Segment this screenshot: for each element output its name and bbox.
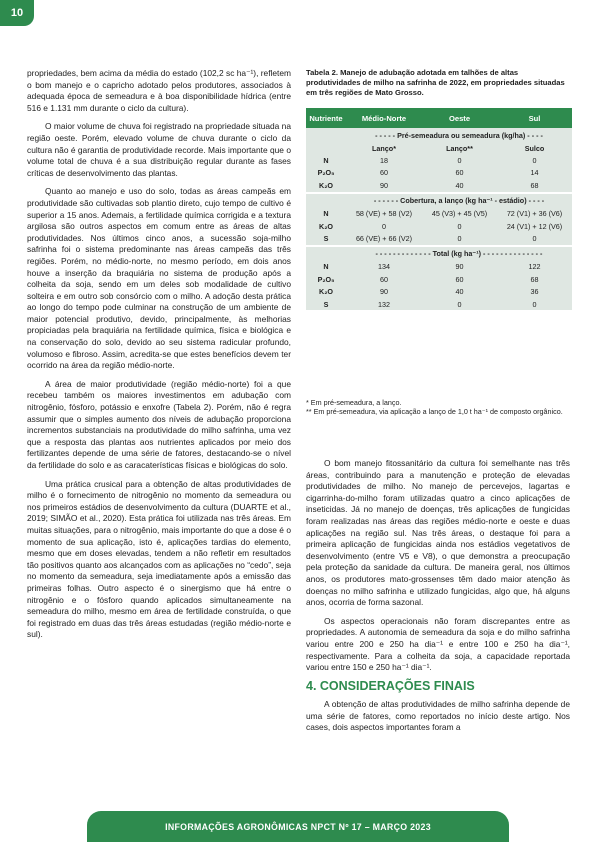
value-cell: 60 (455, 274, 464, 284)
section-row (306, 247, 572, 261)
value-cell: 40 (455, 287, 464, 297)
section-title: - - - - - - Cobertura, a lanço (kg ha⁻¹ - estádio) - - - - (373, 196, 545, 206)
section-title: - - - - - - - - - - - - - Total (kg ha⁻¹) - - - - - - - - - - - - - - (375, 249, 543, 259)
nutrient-cell: N (323, 209, 329, 219)
value-cell: 132 (378, 299, 391, 309)
value-cell: 68 (530, 180, 539, 190)
mode-cell: Lanço* (372, 143, 396, 153)
paragraph: A obtenção de altas produtividades de milho safrinha depende de uma série de fatores, como reportados no início deste artigo. Nos cases, dois aspectos importantes foram a (306, 699, 570, 733)
table-row (306, 154, 572, 166)
nutrient-cell: K₂O (319, 221, 333, 231)
value-cell: 0 (457, 299, 462, 309)
left-column (27, 68, 291, 648)
header-oeste: Oeste (422, 108, 497, 128)
nutrient-cell: K₂O (319, 180, 333, 190)
table-caption-text: Manejo de adubação adotada em talhões de altas produtividades de milho na safrinha de 2022, em propriedades situadas em três regiões de Mato Grosso. (306, 68, 565, 97)
value-cell: 40 (455, 180, 464, 190)
value-cell: 134 (378, 262, 391, 272)
value-cell: 45 (V3) + 45 (V5) (431, 209, 488, 219)
table-row (306, 261, 572, 273)
section-row (306, 194, 572, 208)
paragraph: Os aspectos operacionais não foram discrepantes entre as propriedades. A autonomia de semeadura da soja e do milho safrinha variou entre 200 e 250 ha dia⁻¹ e entre 100 e 250 ha dia⁻¹, respectivamente. Para a colheita da soja, a capacidade reportada variou entre 150 e 250 ha⁻¹ dia⁻¹. (306, 615, 570, 673)
value-cell: 66 (VE) + 66 (V2) (355, 234, 413, 244)
value-cell: 60 (455, 168, 464, 178)
table-row (306, 232, 572, 244)
table-row (306, 298, 572, 310)
nutrient-cell: K₂O (319, 287, 333, 297)
nutrient-cell: S (323, 234, 329, 244)
value-cell: 18 (380, 156, 389, 166)
header-sul: Sul (497, 108, 572, 128)
nutrient-cell: P₂O₅ (317, 168, 335, 178)
value-cell: 14 (530, 168, 539, 178)
mode-cell: Sulco (524, 143, 545, 153)
table-footnotes (306, 398, 572, 417)
paragraph: propriedades, bem acima da média do estado (102,2 sc ha⁻¹), refletem o bom manejo e o capricho adotado pelos produtores, associados à adequada época de semeadura e à boa disponibilidade hídrica (entre 516 e 1.131 mm durante o ciclo da cultura). (27, 68, 291, 113)
table-row (306, 220, 572, 232)
section-row (306, 128, 572, 142)
table-row (306, 273, 572, 285)
page-footer: INFORMAÇÕES AGRONÔMICAS NPCT Nº 17 – MARÇO 2023 (87, 811, 509, 842)
paragraph: O bom manejo fitossanitário da cultura foi semelhante nas três áreas, contribuindo para a manutenção e proteção de elevadas produtividades de milho. No manejo de percevejos, lagartas e cigarrinha-do-milho foram utilizadas quatro a cinco aplicações de inseticidas. Já no manejo de doenças, três aplicações de fungicidas foram realizadas nas áreas das regiões médio-norte e oeste e duas aplicações na região sul. Nas três áreas, o destaque foi para a primeira aplicação de fungicidas ainda nos estádios vegetativos de desenvolvimento (entre V5 e V8), o que demonstra a preocupação pela proteção da sanidade da cultura. De maneira geral, nos últimos anos, os produtores mato-grossenses têm dado maior atenção às doenças no milho safrinha e utilizado fungicidas, algo que, há alguns anos, ocorria de forma sazonal. (306, 458, 570, 608)
value-cell: 0 (382, 221, 387, 231)
footnote: * Em pré-semeadura, a lanço. (306, 398, 402, 407)
right-column (306, 458, 570, 741)
table-row (306, 286, 572, 298)
nutrient-cell: P₂O₅ (317, 274, 335, 284)
value-cell: 0 (532, 234, 537, 244)
table-row (306, 208, 572, 220)
nutrient-cell: S (323, 299, 329, 309)
paragraph: Uma prática crusical para a obtenção de altas produtividades de milho é o fornecimento de nitrogênio no momento da semeadura ou nos primeiros estádios de desenvolvimento da cultura (DUARTE et al., 2019; SIMÃO et al., 2020). Esta prática foi utilizada nas três áreas. Em muitas situações, para o nitrogênio, mais importante do que a dose é o momento de sua aplicação, isto é, aplicações tardias do elemento, mesmo que em doses elevadas, tendem a não refletir em resultados tão positivos quanto aos alcançados com as aplicações no “cedo”, seja no momento da semeadura, seja imediatamente após a emissão das primeiras folhas. Outro aspecto é o sinergismo que há entre o nitrogênio e o fósforo quando aplicados simultaneamente na semeadura do milho, mesmo em área de fertilidade construída, o que foi registrado em duas das três áreas estudadas (região médio-norte e sul). (27, 478, 291, 640)
value-cell: 0 (457, 156, 462, 166)
value-cell: 0 (532, 299, 537, 309)
value-cell: 60 (380, 168, 389, 178)
value-cell: 90 (455, 262, 464, 272)
section-heading: 4. CONSIDERAÇÕES FINAIS (306, 678, 475, 693)
mode-cell: Lanço** (446, 143, 473, 153)
value-cell: 122 (528, 262, 541, 272)
value-cell: 68 (530, 274, 539, 284)
value-cell: 90 (380, 287, 389, 297)
value-cell: 24 (V1) + 12 (V6) (506, 221, 563, 231)
value-cell: 60 (380, 274, 389, 284)
table-label: Tabela 2. (306, 68, 338, 77)
table-header-row (306, 108, 572, 128)
table-row (306, 167, 572, 179)
paragraph: A área de maior produtividade (região médio-norte) foi a que recebeu também os maiores investimentos em adubação com nitrogênio, fósforo, potássio e enxofre (Tabela 2). Porém, não é regra assumir que o simples aumento dos níveis de adubação proporciona incrementos substanciais na produtividade do milho safrinha, uma vez que a resposta das plantas aos nutrientes aplicados por meio dos fertilizantes depende de uma série de fatores, destacando-se o nível da fertilidade do solo e as caracaterísticas físicas e biológicas do solo. (27, 378, 291, 470)
value-cell: 36 (530, 287, 539, 297)
header-medio-norte: Médio-Norte (346, 108, 422, 128)
table-row (306, 179, 572, 191)
footnote: ** Em pré-semeadura, via aplicação a lanço de 1,0 t ha⁻¹ de composto orgânico. (306, 407, 563, 417)
value-cell: 0 (457, 234, 462, 244)
value-cell: 0 (457, 221, 462, 231)
header-nutrient: Nutriente (306, 108, 346, 128)
nutrient-cell: N (323, 262, 329, 272)
page-number: 10 (0, 0, 34, 26)
value-cell: 72 (V1) + 36 (V6) (506, 209, 563, 219)
nutrient-cell: N (323, 156, 329, 166)
paragraph: Quanto ao manejo e uso do solo, todas as áreas campeãs em produtividade são cultivadas sob plantio direto, cujo tempo de cultivo é superior a 15 anos. Ademais, a fertilidade química corrigida e a textura argilosa são outros aspectos em comum entre as áreas de altas produtividades. Nos últimos cinco anos, a sucessão soja-milho safrinha foi o sistema predominante nas áreas campeãs das três regiões. Porém, no médio-norte, no mesmo período, em dois anos houve a inserção da braquiária no sistema de produção após a colheita da soja, sendo em um deles sob modalidade de cultivo solteira e em outro sob consórcio com o milho. A adoção desta prática ao longo do tempo pode culminar na construção de um ambiente de maior potencial produtivo, devido, principalmente, às melhorias propiciadas pela braquiária na fertilidade química, física e biológica e na conservação do solo, devido ao seu sistema radicular profundo, volumoso e fibroso. Assim, acredita-se que estes benefícios devem ter ocorrido na área da região médio-norte. (27, 186, 291, 371)
value-cell: 90 (380, 180, 389, 190)
application-mode-row (306, 142, 572, 154)
table-caption (306, 68, 572, 98)
section-title: - - - - - Pré-semeadura ou semeadura (kg/ha) - - - - (375, 130, 543, 140)
value-cell: 58 (VE) + 58 (V2) (355, 209, 413, 219)
value-cell: 0 (532, 156, 537, 166)
paragraph: O maior volume de chuva foi registrado na propriedade situada na região oeste. Porém, elevado volume de chuva durante o ciclo da cultura não é garantia de produtividade recorde. Mais importante que o volume total de chuva é a sua distribuição regular durante as fases críticas de desenvolvimento das plantas. (27, 121, 291, 178)
fertilization-table (306, 108, 572, 310)
